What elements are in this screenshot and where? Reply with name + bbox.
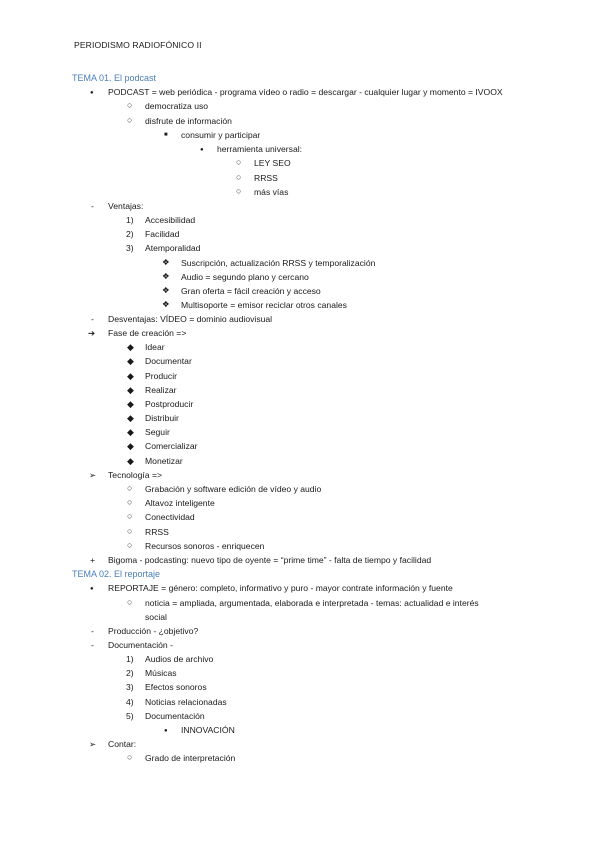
bullet-circle-marker: ○ xyxy=(236,172,242,182)
list-item: Distribuir xyxy=(145,413,179,423)
list-item: Producir xyxy=(145,371,177,381)
list-item: Facilidad xyxy=(145,229,180,239)
list-item: más vías xyxy=(254,187,289,197)
list-item: Audio = segundo plano y cercano xyxy=(181,272,309,282)
list-item: democratiza uso xyxy=(145,101,209,111)
bullet-circle-marker: ○ xyxy=(127,100,133,110)
list-item: Grabación y software edición de vídeo y audio xyxy=(145,484,322,494)
list-item: Músicas xyxy=(145,668,177,678)
bullet-circle-marker: ○ xyxy=(127,497,133,507)
bullet-circle-marker: ○ xyxy=(127,597,133,607)
bullet-dot-marker: ● xyxy=(90,586,94,592)
numbered-marker: 5) xyxy=(126,711,134,721)
bullet-dot-marker: ● xyxy=(200,147,204,153)
bullet-diamond-marker: ◆ xyxy=(127,342,134,352)
bullet-dash-marker: - xyxy=(91,640,94,650)
bullet-circle-marker: ○ xyxy=(236,186,242,196)
bullet-diamond-marker: ◆ xyxy=(127,356,134,366)
bullet-dash-marker: - xyxy=(91,201,94,211)
list-item-continuation: social xyxy=(145,612,167,622)
bullet-diamond-marker: ◆ xyxy=(127,385,134,395)
section-heading-tema-01: TEMA 01. El podcast xyxy=(72,73,157,83)
bullet-diamond-marker: ◆ xyxy=(127,399,134,409)
bullet-diamond-marker: ◆ xyxy=(127,441,134,451)
contar-heading: Contar: xyxy=(108,739,137,749)
section-heading-tema-02: TEMA 02. El reportaje xyxy=(72,569,161,579)
list-item: RRSS xyxy=(145,527,169,537)
bullet-star-marker: ❖ xyxy=(162,285,170,295)
podcast-definition: PODCAST = web periódica - programa vídeo o radio = descargar - cualquier lugar y momento = IVOOX xyxy=(108,87,503,97)
bullet-circle-marker: ○ xyxy=(127,511,133,521)
list-item: Multisoporte = emisor reciclar otros canales xyxy=(181,300,347,310)
list-item: Atemporalidad xyxy=(145,243,201,253)
bullet-star-marker: ❖ xyxy=(162,271,170,281)
list-item: consumir y participar xyxy=(181,130,261,140)
produccion-item: Producción - ¿objetivo? xyxy=(108,626,199,636)
list-item: Realizar xyxy=(145,385,177,395)
list-item: INNOVACIÓN xyxy=(181,725,235,735)
list-item: LEY SEO xyxy=(254,158,291,168)
bullet-circle-marker: ○ xyxy=(127,752,133,762)
bullet-circle-marker: ○ xyxy=(127,115,133,125)
list-item: Recursos sonoros - enriquecen xyxy=(145,541,265,551)
list-item: Conectividad xyxy=(145,512,195,522)
list-item: Suscripción, actualización RRSS y temporalización xyxy=(181,258,376,268)
list-item: disfrute de información xyxy=(145,116,232,126)
list-item: Documentación xyxy=(145,711,205,721)
bullet-diamond-marker: ◆ xyxy=(127,413,134,423)
bullet-circle-marker: ○ xyxy=(127,483,133,493)
bullet-diamond-marker: ◆ xyxy=(127,371,134,381)
bullet-circle-marker: ○ xyxy=(127,540,133,550)
numbered-marker: 2) xyxy=(126,668,134,678)
list-item: Documentar xyxy=(145,356,192,366)
numbered-marker: 1) xyxy=(126,215,134,225)
list-item: Accesibilidad xyxy=(145,215,196,225)
list-item: Altavoz inteligente xyxy=(145,498,215,508)
bullet-circle-marker: ○ xyxy=(236,157,242,167)
list-item: Gran oferta = fácil creación y acceso xyxy=(181,286,321,296)
bullet-dot-marker: ● xyxy=(90,90,94,96)
list-item: RRSS xyxy=(254,173,278,183)
list-item: Noticias relacionadas xyxy=(145,697,227,707)
list-item: Efectos sonoros xyxy=(145,682,207,692)
bullet-plus-marker: + xyxy=(90,555,96,565)
bullet-star-marker: ❖ xyxy=(162,257,170,267)
numbered-marker: 1) xyxy=(126,654,134,664)
fase-heading: Fase de creación => xyxy=(108,328,187,338)
list-item: Comercializar xyxy=(145,441,198,451)
ventajas-heading: Ventajas: xyxy=(108,201,144,211)
list-item: Idear xyxy=(145,342,165,352)
bullet-dash-marker: - xyxy=(91,626,94,636)
list-item: Seguir xyxy=(145,427,170,437)
bullet-circle-marker: ○ xyxy=(127,526,133,536)
bullet-square-marker: ■ xyxy=(164,132,168,138)
tecnologia-heading: Tecnología => xyxy=(108,470,162,480)
bullet-arrow-marker: ➔ xyxy=(88,328,96,338)
list-item: herramienta universal: xyxy=(217,144,303,154)
bigoma-item: Bigoma - podcasting: nuevo tipo de oyente = “prime time” - falta de tiempo y facilidad xyxy=(108,555,432,565)
numbered-marker: 2) xyxy=(126,229,134,239)
numbered-marker: 3) xyxy=(126,243,134,253)
desventajas-item: Desventajas: VÍDEO = dominio audiovisual xyxy=(108,314,273,324)
bullet-chevron-marker: ➢ xyxy=(89,470,97,480)
bullet-chevron-marker: ➢ xyxy=(89,739,97,749)
documentacion-heading: Documentación - xyxy=(108,640,173,650)
bullet-star-marker: ❖ xyxy=(162,299,170,309)
list-item: noticia = ampliada, argumentada, elaborada e interpretada - temas: actualidad e interés xyxy=(145,598,479,608)
bullet-diamond-marker: ◆ xyxy=(127,427,134,437)
numbered-marker: 4) xyxy=(126,697,134,707)
document-title: PERIODISMO RADIOFÓNICO II xyxy=(74,40,202,50)
bullet-dot-marker: ● xyxy=(164,728,168,734)
bullet-dash-marker: - xyxy=(91,314,94,324)
list-item: Audios de archivo xyxy=(145,654,214,664)
list-item: Monetizar xyxy=(145,456,183,466)
reportaje-definition: REPORTAJE = género: completo, informativo y puro - mayor contrate información y fuente xyxy=(108,583,453,593)
bullet-diamond-marker: ◆ xyxy=(127,456,134,466)
numbered-marker: 3) xyxy=(126,682,134,692)
list-item: Postproducir xyxy=(145,399,194,409)
list-item: Grado de interpretación xyxy=(145,753,236,763)
